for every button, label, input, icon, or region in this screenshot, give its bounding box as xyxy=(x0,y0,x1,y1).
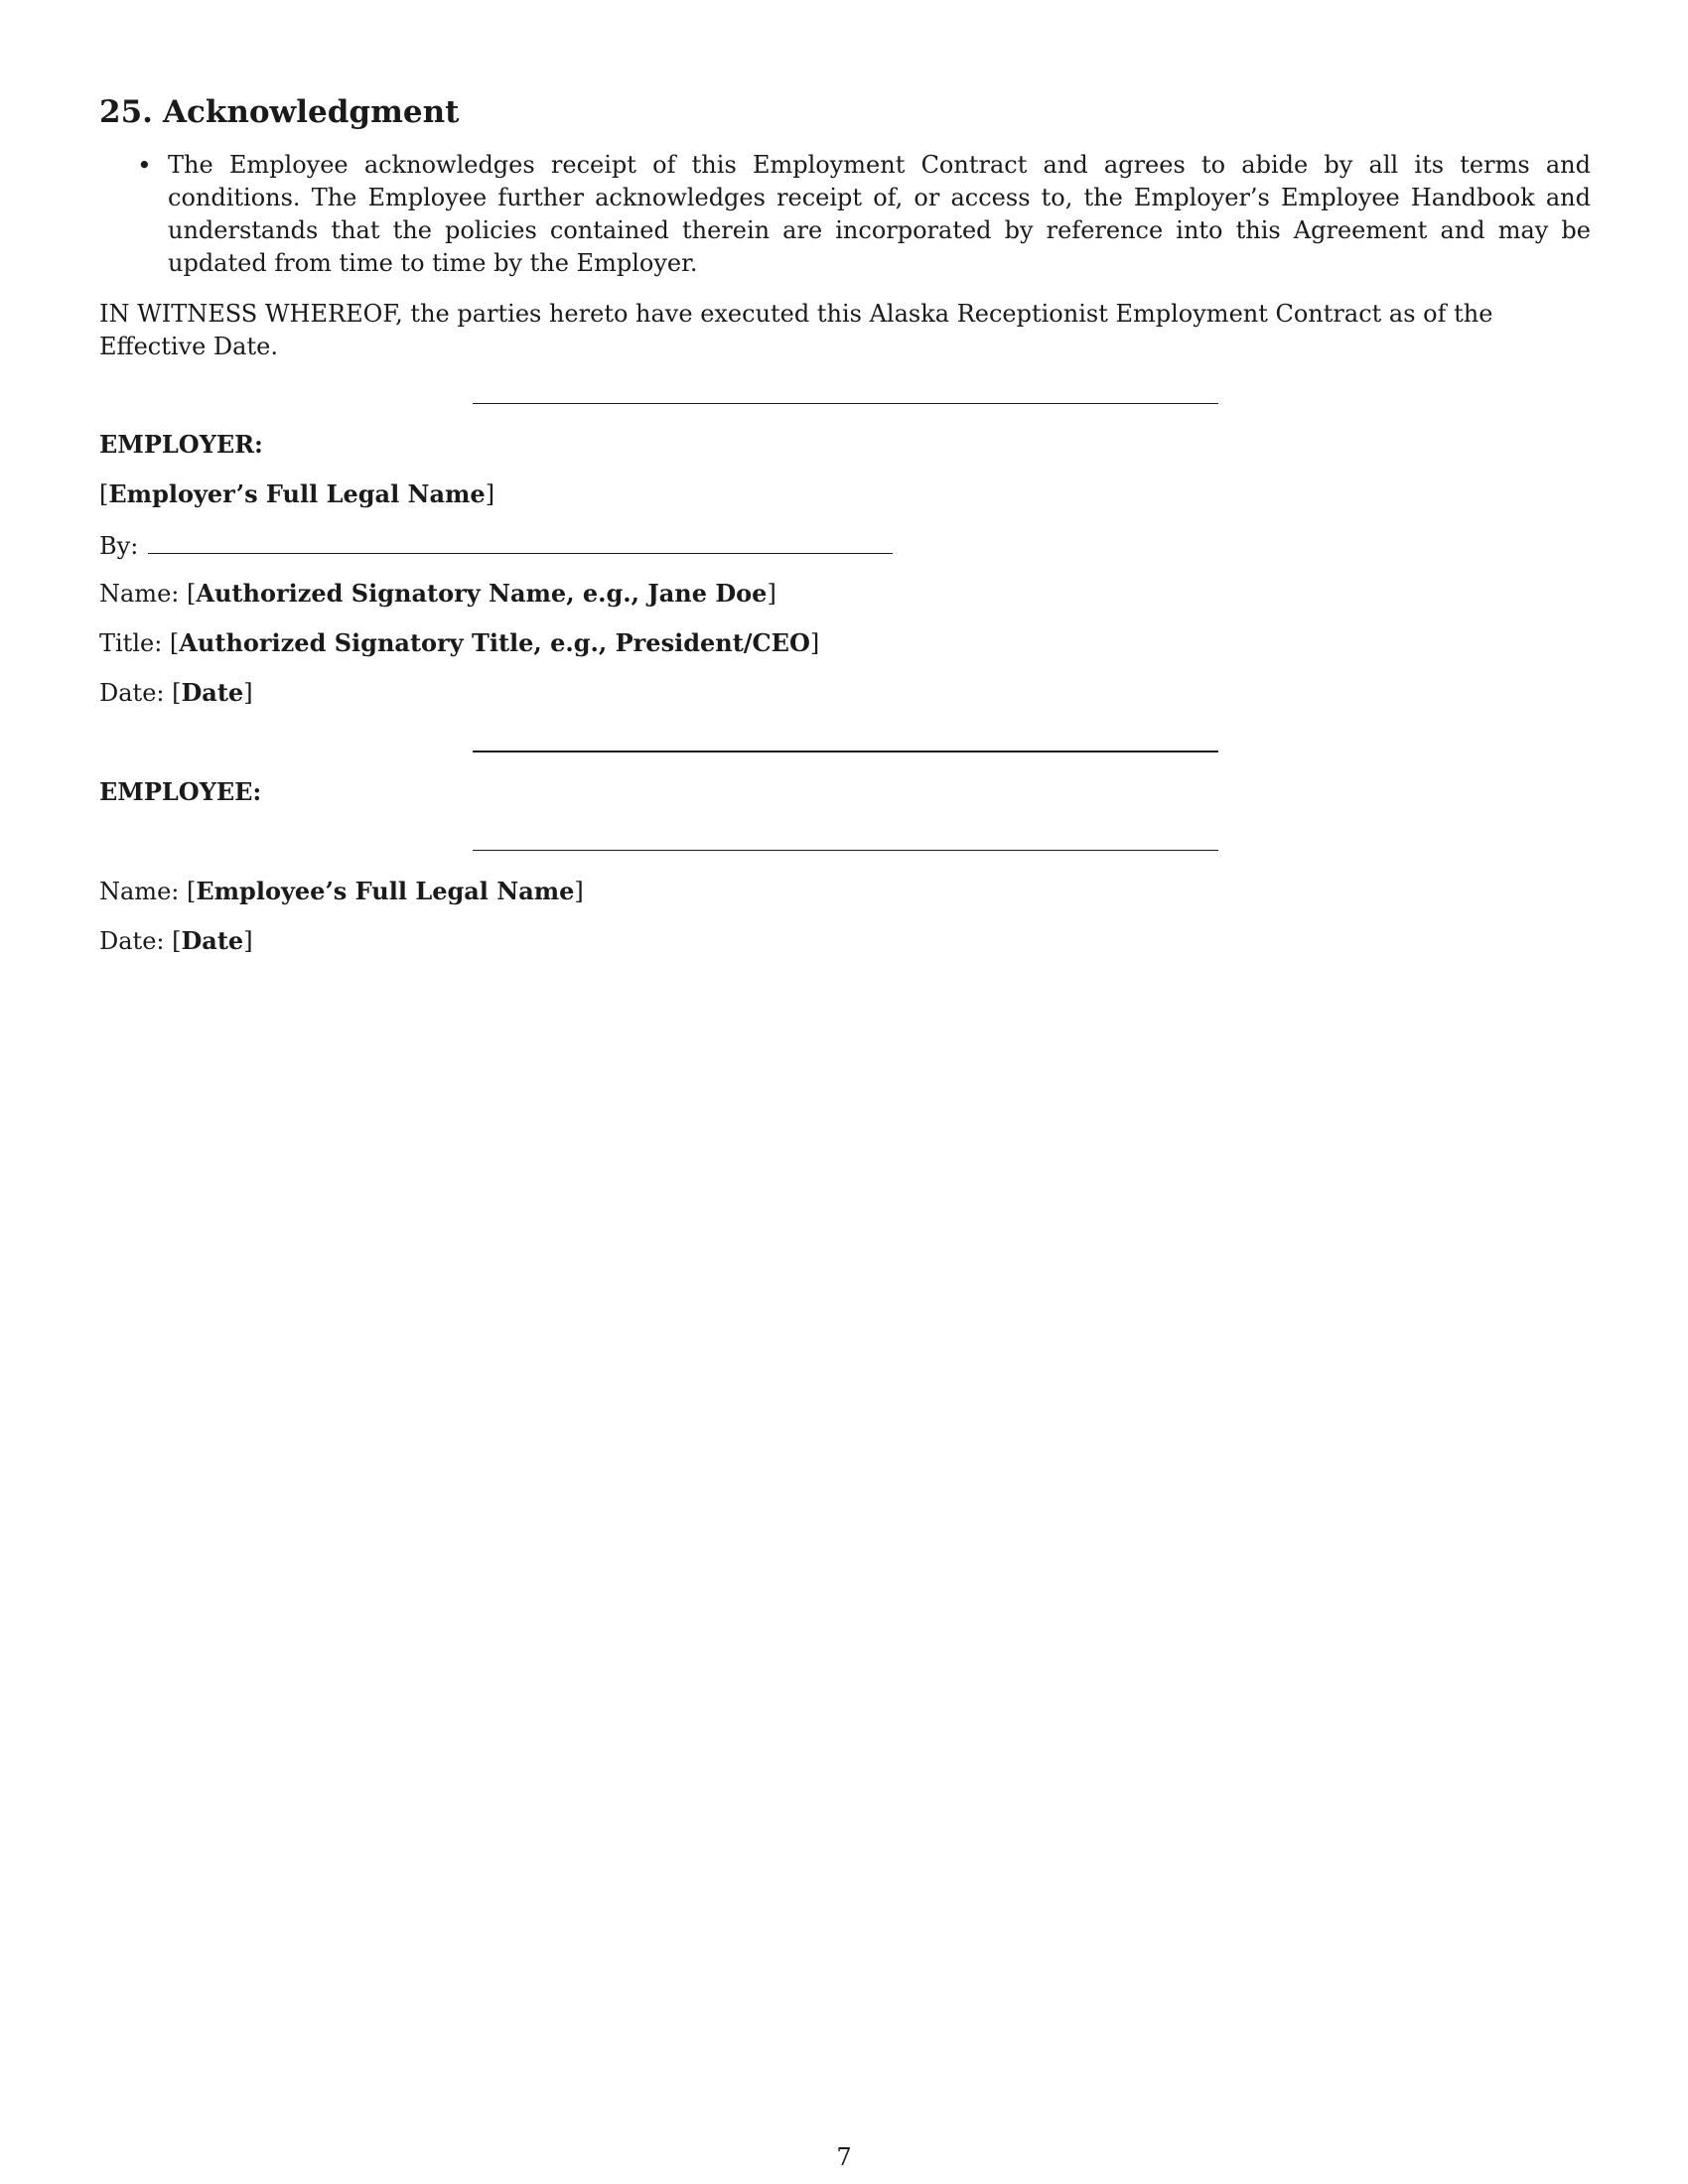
employer-title-row: Title: [Authorized Signatory Title, e.g., President/CEO] xyxy=(99,628,820,657)
bullet-dot-icon: • xyxy=(137,151,152,180)
employer-date-value: Date xyxy=(181,678,244,707)
section-number: 25. xyxy=(99,94,153,130)
employer-title-label: Title: xyxy=(99,629,163,657)
employer-name-row: Name: [Authorized Signatory Name, e.g., Jane Doe] xyxy=(99,579,776,608)
section-title: Acknowledgment xyxy=(162,94,460,130)
employee-date-label: Date: xyxy=(99,927,165,955)
section-heading xyxy=(99,94,459,130)
employee-name-value: Employee’s Full Legal Name xyxy=(196,877,575,905)
employer-title-value: Authorized Signatory Title, e.g., President/CEO xyxy=(179,628,810,657)
employer-legal-name: [Employer’s Full Legal Name] xyxy=(99,479,495,508)
employee-name-row: Name: [Employee’s Full Legal Name] xyxy=(99,877,584,905)
employer-legal-name-value: Employer’s Full Legal Name xyxy=(108,479,486,508)
witness-clause: IN WITNESS WHEREOF, the parties hereto have executed this Alaska Receptionist Employment Contract as of the Effective Date. xyxy=(99,300,1493,360)
employer-date-row: Date: [Date] xyxy=(99,678,253,707)
by-label: By: xyxy=(99,532,139,560)
acknowledgment-text: The Employee acknowledges receipt of this Employment Contract and agrees to abide by all its terms and conditions. The Employee further acknowledges receipt of, or access to, the Employer’s Employee Handbook and understands that the policies contained therein are incorporated by reference into this Agreement and may be updated from time to time by the Employer. xyxy=(168,151,1591,277)
by-signature-line xyxy=(148,529,893,554)
divider-line xyxy=(473,751,1218,752)
signature-line-employer xyxy=(473,403,1218,404)
employee-date-row: Date: [Date] xyxy=(99,926,253,955)
employer-name-label: Name: xyxy=(99,580,180,608)
employer-label: EMPLOYER: xyxy=(99,430,263,459)
page-number: 7 xyxy=(836,2143,852,2171)
employer-name-value: Authorized Signatory Name, e.g., Jane Doe xyxy=(196,579,768,608)
employer-date-label: Date: xyxy=(99,679,165,707)
employee-name-label: Name: xyxy=(99,878,180,905)
employee-label: EMPLOYEE: xyxy=(99,777,262,806)
employer-by-row xyxy=(99,529,893,561)
employee-date-value: Date xyxy=(181,926,244,955)
signature-line-employee xyxy=(473,850,1218,851)
acknowledgment-bullet xyxy=(99,149,1591,280)
